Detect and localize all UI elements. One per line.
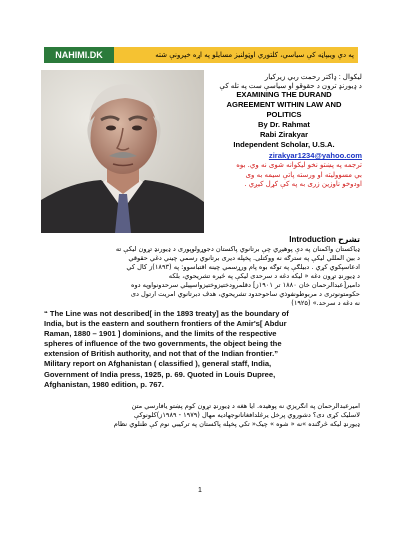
- intro-heading: [44, 235, 360, 245]
- article-title-en-2: AGREEMENT WITHIN LAW AND: [226, 100, 342, 110]
- article-header: [206, 72, 362, 190]
- quote-line: India, but is the eastern and southern frontiers of the Amir's[ Abdur: [44, 319, 287, 329]
- quote-line: “ The Line was not described[ in the 1893 treaty] as the boundary of: [44, 309, 289, 318]
- site-banner: په دې ویبپاڼه کې سیاسي، کلتوري اوټولنیز مسایلو په اړه خپرونې شته: [114, 47, 358, 63]
- quote-line: Government of India press, 1925, p. 69. Quoted in Louis Dupree,: [44, 369, 276, 379]
- intro-line-6: حکومتونوتری د مربوطونفوذي ساحوحدود تشریحوي، هدف دبرتانوي امریت ارتول دی: [130, 290, 360, 298]
- quote-line: Raman, 1880 – 1901 ] dominions, and the limits of the respective: [44, 329, 277, 339]
- quote-line: extension of British authority, and not that of the Indian frontier.”: [44, 349, 279, 359]
- byline-2: Rabi Zirakyar: [259, 130, 309, 140]
- article-title-en-1: EXAMINING THE DURAND: [236, 90, 332, 100]
- quote-line: Military report on Afghanistan ( classified ), general staff, India,: [44, 359, 272, 369]
- body-line-1: امیرعبدالرحمان په انګریزي نه پوهیده. ایا هغه د ډیورنډ تړون کوم پښتو یافارسي متن: [131, 402, 360, 410]
- byline-3: Independent Scholar, U.S.A.: [233, 140, 335, 150]
- article-title-ps: د ډیورنډ ترون د حقوقو او سیاسې ست په تله کې: [219, 81, 362, 91]
- article-title-en-3: POLITICS: [266, 110, 302, 120]
- intro-line-4: د ډیورنډ تړون دغه « لیکه دغه د سرحدی لیکې په څیره تشریحوي، بلکه: [168, 272, 360, 280]
- body-line-2: لاسلیک کړی دی؟ دشوروي پرخل یرغلدافغانانوجهادیه مهال (۱۹۷۹ - ۱۹۸۹ز)کلونوکې: [133, 411, 360, 419]
- intro-heading-en: Introduction: [289, 235, 336, 244]
- translation-note-1: ترجمه په پښتو نخو لیکوانه شوی نه وي. بوه: [236, 161, 362, 170]
- quote-block: [44, 309, 360, 390]
- byline-1: By Dr. Rahmat: [258, 120, 310, 130]
- author-portrait: [41, 70, 204, 233]
- translation-note-2: بي مسوولیته او ورسته پاتې سیمه به وی: [245, 170, 362, 179]
- author-credit: لیکوال : ډاکتر رحمت ربي زیرکیار: [264, 72, 362, 81]
- portrait-image: [41, 70, 204, 233]
- intro-heading-ps: تشرح: [338, 235, 360, 244]
- site-brand[interactable]: NAHIMI.DK: [44, 47, 114, 63]
- page-number: 1: [198, 487, 202, 494]
- quote-line: Afghanistan, 1980 edition, p. 767.: [44, 379, 164, 389]
- intro-line-2: د بین المللي لیکې په سترګه نه ووکتلی. پخپله دیری برتانوي رسمي چیني دغي حقوقي: [128, 254, 360, 262]
- quote-line: spheres of influence of the two governments, the object being the: [44, 339, 282, 349]
- author-email-link[interactable]: zirakyar1234@yahoo.com: [268, 151, 362, 161]
- intro-line-5: دامیر[عبدالرحمان خان ۱۸۸۰ تر ۱۹۰۱ز] دقلمرودختیزوختیزواسپیلي سرحدونواوپه دوه: [131, 281, 360, 289]
- intro-line-1: ډیاکستان واکمنان په دې پوهیږي چې برتانوي پاکستان دجوړولوپوری د ډیورنډ تړون لیکې ته: [115, 245, 360, 253]
- intro-line-7: نه دغه د سرحد.» (۱۹۲۵): [291, 299, 360, 307]
- translation-note-3: اودوخو ناوزین زری به په کې کړل کیږي .: [244, 180, 362, 189]
- intro-line-3: ادعاسپکوي کړي . دبیلګې په توګه بوه پام ورړسمي چینه اقتباسوو: په (۱۸۹۳)ز کال کي: [126, 263, 360, 271]
- body-line-3: ډیورنډ لیکه څرګنده »نه « شوه » چیک« تکي پخپله پاکستان په ترکیبي نوم کې طنلوي نظام: [113, 420, 360, 428]
- site-header: [44, 47, 358, 63]
